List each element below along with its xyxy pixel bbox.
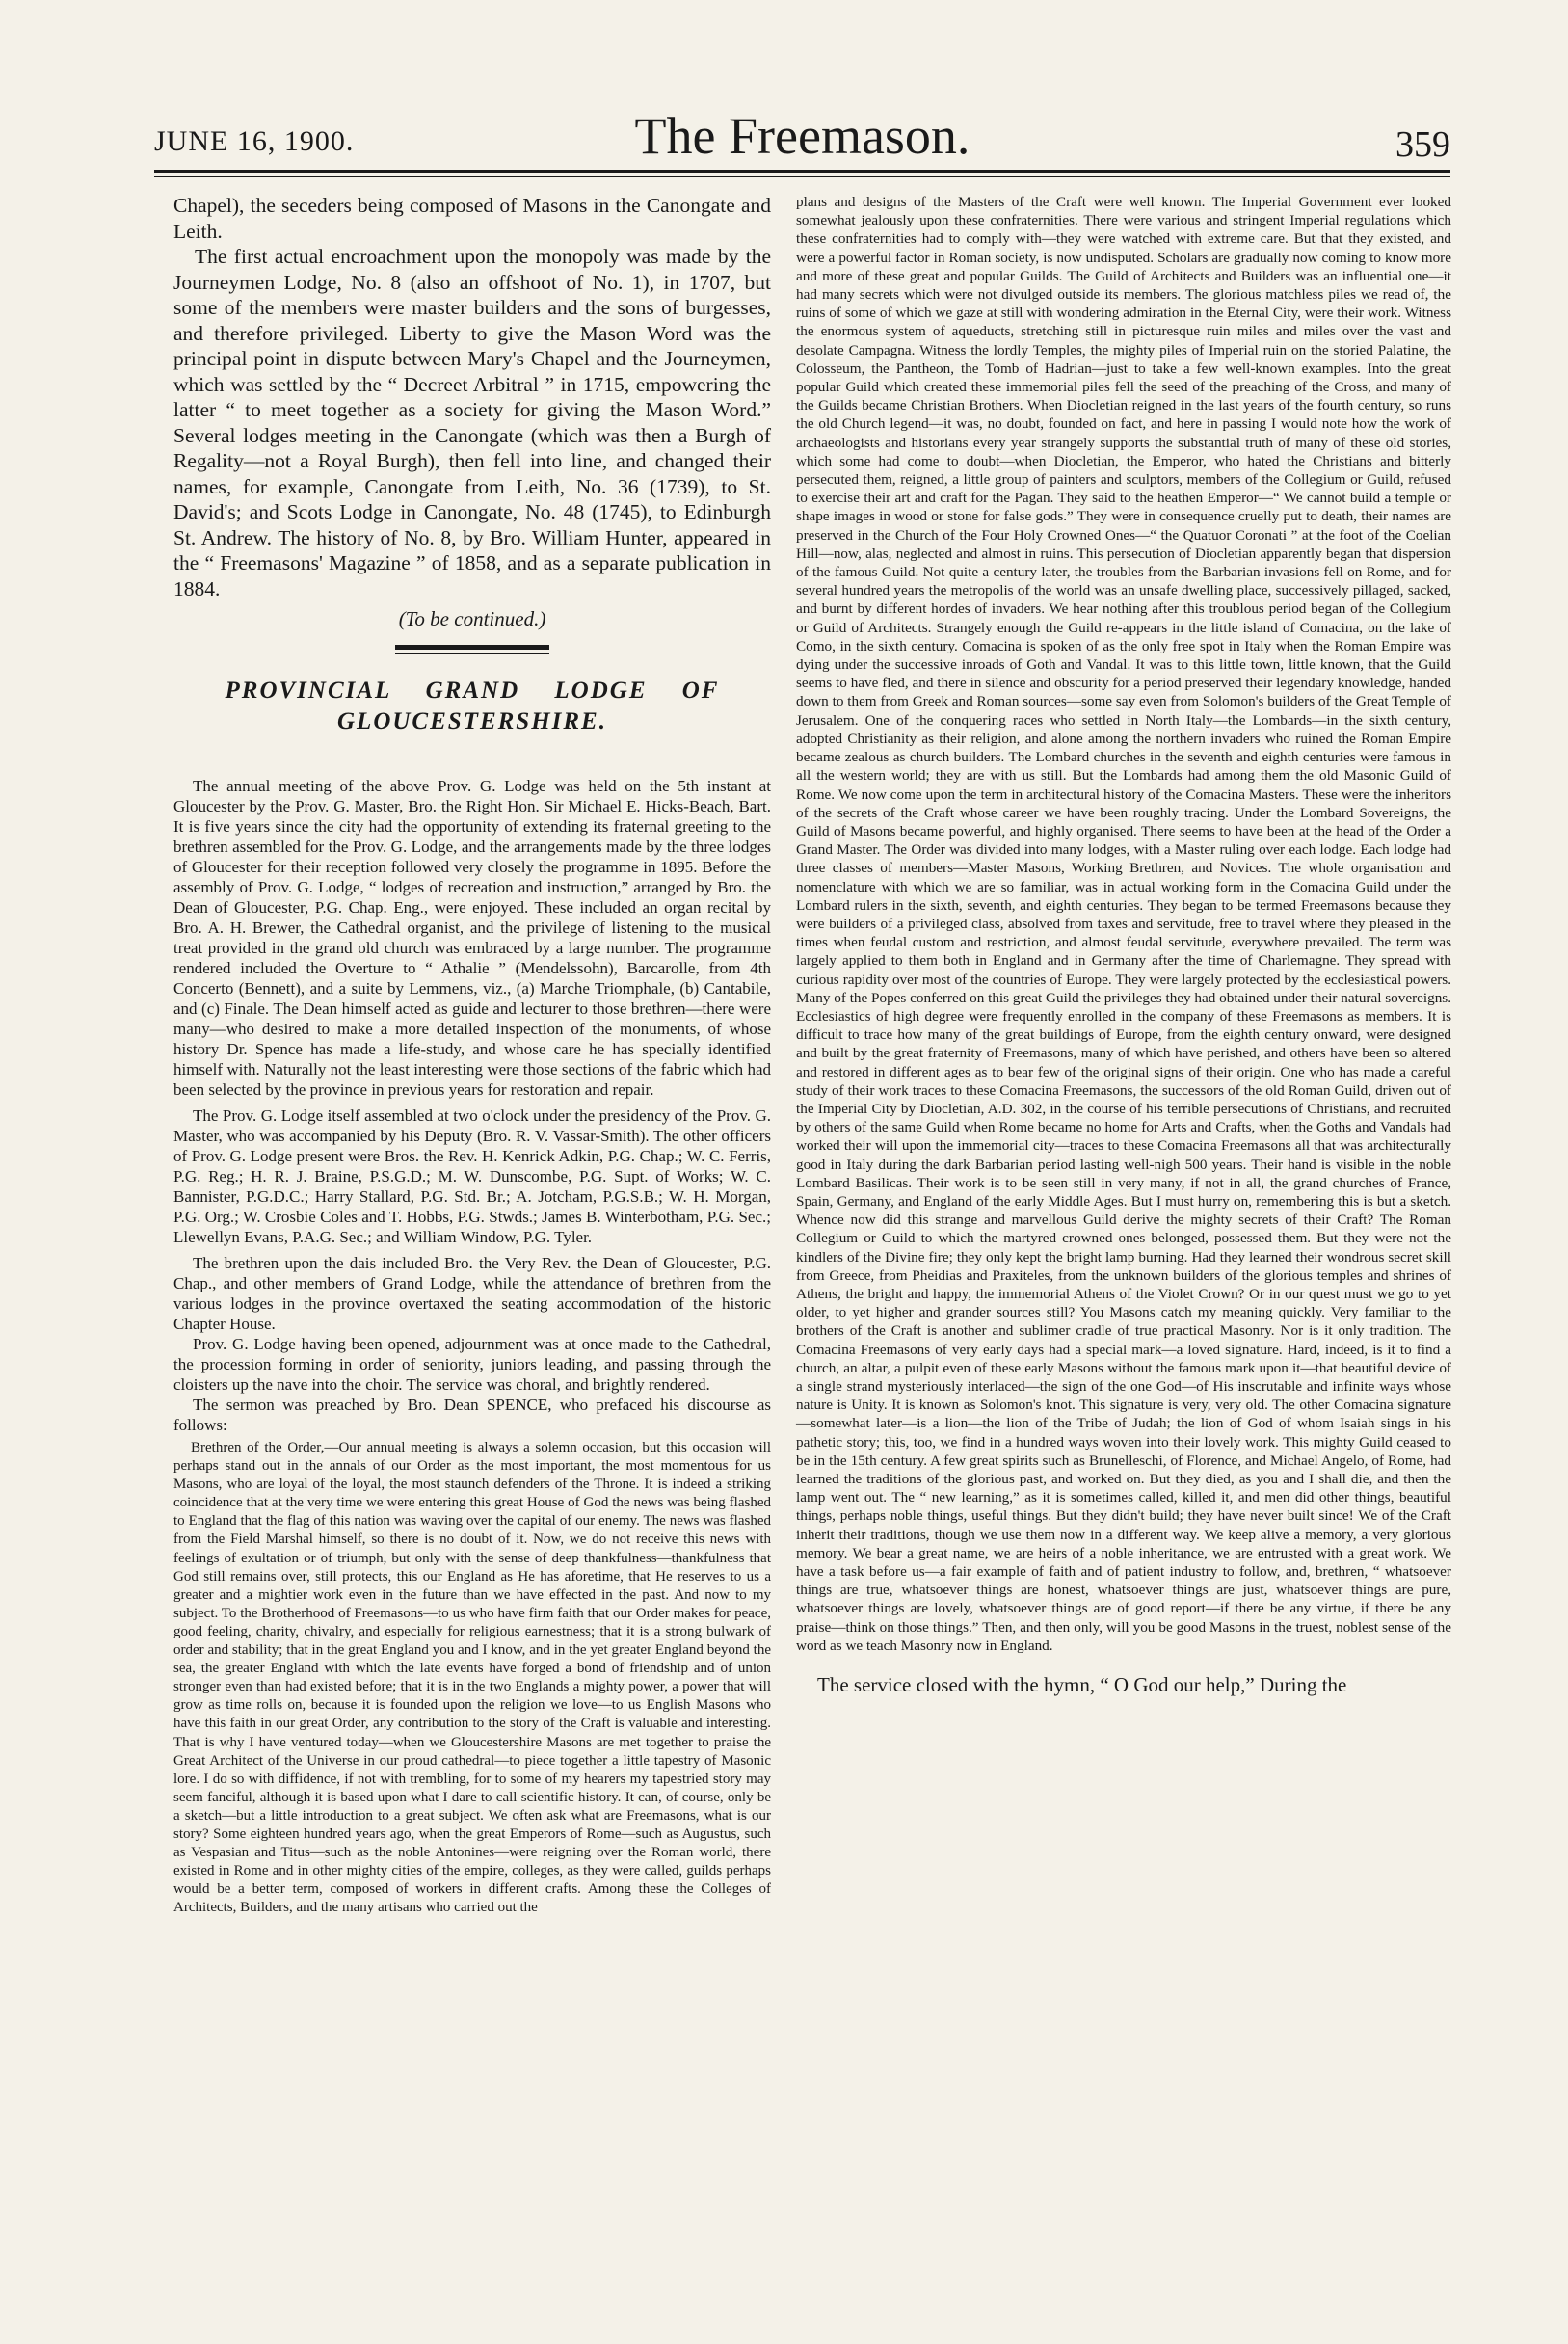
section-rule bbox=[395, 645, 549, 650]
article-report bbox=[173, 776, 771, 1253]
newspaper-title: The Freemason. bbox=[634, 107, 970, 165]
paragraph: The Prov. G. Lodge itself assembled at two o'clock under the presidency of the Prov. G. Master, who was accompanied by his Deputy (Bro. R. V. Vassar-Smith). The other officers of Prov. G. Lodge present were Bros. the Rev. H. Kenrick Adkin, P.G. Chap.; W. C. Ferris, P.G. Reg.; H. R. J. Braine, P.S.G.D.; M. W. Dunscombe, P.G. Supt. of Works; W. C. Bannister, P.G.D.C.; Harry Stallard, P.G. Std. Br.; A. Jotcham, P.G.S.B.; W. H. Morgan, P.G. Org.; W. Crosbie Coles and T. Hobbs, P.G. Stwds.; James B. Winterbotham, P.G. Sec.; Llewellyn Evans, P.A.G. Sec.; and William Window, P.G. Tyler. bbox=[173, 1106, 771, 1246]
issue-date: JUNE 16, 1900. bbox=[154, 125, 355, 157]
masthead bbox=[154, 106, 1450, 202]
article-report-cont bbox=[173, 1253, 771, 1439]
article-continuation bbox=[173, 193, 771, 601]
masthead-rule-thin bbox=[154, 176, 1450, 177]
paragraph: The sermon was preached by Bro. Dean SPENCE, who prefaced his discourse as follows: bbox=[173, 1396, 771, 1434]
article-heading: PROVINCIAL GRAND LODGE OF GLOUCESTERSHIRE. bbox=[225, 678, 720, 734]
right-column bbox=[796, 193, 1451, 1697]
paragraph: Chapel), the seceders being composed of Masons in the Canongate and Leith. bbox=[173, 194, 771, 243]
masthead-rule bbox=[154, 170, 1450, 173]
left-column bbox=[173, 193, 771, 1917]
paragraph: The first actual encroachment upon the monopoly was made by the Journeymen Lodge, No. 8 (also an offshoot of No. 1), in 1707, but some of the members were master builders and the sons of burgesses, and therefore privileged. Liberty to give the Mason Word was the principal point in dispute between Mary's Chapel and the Journeymen, which was settled by the “ Decreet Arbitral ” in 1715, empowering the latter “ to meet together as a society for giving the Mason Word.” Several lodges meeting in the Canongate (which was then a Burgh of Regality—not a Royal Burgh), then fell into line, and changed their names, for example, Canongate from Leith, No. 36 (1739), to St. David's; and Scots Lodge in Canongate, No. 48 (1745), to Edinburgh St. Andrew. The history of No. 8, by Bro. William Hunter, appeared in the “ Freemasons' Magazine ” of 1858, and as a separate publication in 1884. bbox=[173, 245, 771, 600]
paragraph: Prov. G. Lodge having been opened, adjournment was at once made to the Cathedral, the procession forming in order of seniority, juniors leading, and passing through the cloisters up the nave into the choir. The service was choral, and brightly rendered. bbox=[173, 1335, 771, 1394]
paragraph: The annual meeting of the above Prov. G. Lodge was held on the 5th instant at Gloucester by the Prov. G. Master, Bro. the Right Hon. Sir Michael E. Hicks-Beach, Bart. It is five years since the city had the opportunity of extending its fraternal greeting to the brethren assembled for the Prov. G. Lodge, and the arrangements made by the three lodges of Gloucester for their reception followed very closely the programme in 1895. Before the assembly of Prov. G. Lodge, “ lodges of recreation and instruction,” arranged by Bro. the Dean of Gloucester, P.G. Chap. Eng., were enjoyed. These included an organ recital by Bro. A. H. Brewer, the Cathedral organist, and the privilege of listening to the musical treat provided in the grand old church was embraced by a large number. The programme rendered included the Overture to “ Athalie ” (Mendelssohn), Barcarolle, from 4th Concerto (Bennett), and a suite by Lemmens, viz., (a) Marche Triomphale, (b) Cantabile, and (c) Finale. The Dean himself acted as guide and lecturer to those brethren—there were many—who desired to make a more detailed inspection of the monuments, of whose history Dr. Spence has made a life-study, and whose care he has specially identified himself with. Naturally not the least interesting were those sections of the fabric which had been selected by the province in previous years for restoration and repair. bbox=[173, 777, 771, 1099]
paragraph: plans and designs of the Masters of the Craft were well known. The Imperial Government ever looked somewhat jealously upon these confraternities. There were various and stringent Imperial regulations which these confraternities had to comply with—they were watched with extreme care. But that they existed, and were a powerful factor in Roman society, is now undisputed. Scholars are gradually now coming to know more and more of these great and popular Guilds. The Guild of Architects and Builders was an influential one—it had many secrets which were not divulged outside its members. The glorious matchless piles we read of, the ruins of some of which we gaze at still with wondering admiration in the Eternal City, were their work. Witness the enormous system of aqueducts, stretching still in picturesque ruin miles and miles over the vast and desolate Campagna. Witness the lordly Temples, the mighty piles of Imperial ruin on the storied Palatine, the Colosseum, the Pantheon, the Tomb of Hadrian—just to take a few well-known examples. Into the great popular Guild which created these immemorial piles fell the seed of the preaching of the Cross, and many of the Guilds became Christian Brothers. When Diocletian reigned in the last years of the fourth century, so runs the old Church legend—it was, no doubt, founded on fact, and here in passing I would note how the work of archaeologists and historians every year strangely supports the substantial truth of many of these old stories, which some had come to doubt—when Diocletian, the Emperor, who hated the Christians and bitterly persecuted them, reigned, a little group of painters and sculptors, members of the Collegium or Guild, refused to exercise their art and craft for the Pagan. They said to the heathen Emperor—“ We cannot build a temple or shape images in wood or stone for false gods.” They were in consequence cruelly put to death, their names are preserved in the Church of the Four Holy Crowned Ones—“ the Quatuor Coronati ” at the foot of the Coelian Hill—now, alas, neglected and almost in ruins. This persecution of Diocletian apparently began that dispersion of the famous Guild. Not quite a century later, the troubles from the Barbarian invasions fell on Rome, and for several hundred years the metropolis of the world was an unsafe dwelling place, successively pillaged, sacked, and burnt by different hordes of invaders. We hear nothing after this troublous period began of the Collegium or Guild of Architects. Strangely enough the Guild re-appears in the little island of Comacina, on the lake of Como, in the sixth century. Comacina is spoken of as the only free spot in Italy when the Roman Empire was dying under the successive inroads of Goth and Vandal. It was to this little town, little known, that the Guild seems to have fled, and there in silence and obscurity for a period preserved their legendary knowledge, handed down to them from Greek and Roman sources—some say even from Solomon's builders of the Great Temple of Jerusalem. One of the conquering races who settled in North Italy—the Lombards—in the sixth century, adopted Christianity as their religion, and alone among the northern invaders who ruined the Roman Empire became zealous as church builders. The Lombard churches in the seventh and eighth centuries were famous in all the western world; they are with us still. But the Lombards had among them the old Masonic Guild of Rome. We now come upon the term in architectural history of the Comacina Masters. These were the inheritors of the secrets of the Craft whose career we have been roughly tracing. Under the Lombard Sovereigns, the Guild of Masons became powerful, and highly organised. There seems to have been at the head of the Order a Grand Master. The Order was divided into many lodges, with a Master ruling over each lodge. Each lodge had three classes of members—Master Masons, Working Brethren, and Novices. The whole organisation and nomenclature with which we are so familiar, was in actual working form in the Comacina Guild under the Lombard rulers in the sixth, seventh, and eighth centuries. They began to be termed Freemasons because they were builders of a privileged class, absolved from taxes and servitude, free to travel where they pleased in the times when feudal custom and restriction, and almost feudal servitude, everywhere prevailed. The term was largely applied to them both in England and in Germany after the time of Charlemagne. They spread with curious rapidity over most of the countries of Europe. They were largely protected by the ecclesiastical powers. Many of the Popes conferred on this great Guild the privileges they had obtained under their natural sovereigns. Ecclesiastics of high degree were frequently enrolled in the company of these Freemasons as members. It is difficult to trace how many of the great buildings of Europe, from the eighth century onward, were designed and built by the great fraternity of Freemasons, many of which have perished, and others have been so altered and restored in different ages as to bear few of the original signs of their origin. One who has made a careful study of their work traces to these Comacina Freemasons, the successors of the old Roman Guild, driven out of the Imperial City by Diocletian, A.D. 302, in the course of his terrible persecutions of Christians, and recruited by others of the same Guild when Rome became no home for Arts and Crafts, when the Goths and Vandals had worked their will upon the immemorial city—traces to these Comacina Freemasons all that was architecturally good in Italy during the dark Barbarian period lasting well-nigh 500 years. Their hand is visible in the noble Lombard Basilicas. Their work is to be seen still in very many, if not in all, the grand churches of France, Spain, Germany, and England of the early Middle Ages. But I must hurry on, remembering this is but a sketch. Whence now did this strange and marvellous Guild derive the mighty secrets of their Craft? The Roman Collegium or Guild to which the martyred crowned ones belonged, possessed them. But they were not the kindlers of the Divine fire; they only kept the bright lamp burning. Had they learned their wondrous secret skill from Greece, from Pheidias and Praxiteles, from the unknown builders of the glorious temples and shrines of Athens, the bright and happy, the immemorial Athens of the Violet Crown? Or in our quest must we go to yet older, to yet higher and grander sources still? You Masons catch my meaning quickly. Very familiar to the brothers of the Craft is another and sublimer cradle of true practical Masonry. Nor is it only tradition. The Comacina Freemasons of very early days had a special mark—a loved signature. Hard, indeed, is it to find a church, an altar, a pulpit even of these early Masons without the famous mark upon it—that beautiful device of a single strand mysteriously interlaced—the sign of the one God—of His inscrutable and infinite ways whose nature is Unity. It is known as Solomon's knot. This signature is very, very old. The other Comacina signature—somewhat later—is a lion—the lion of the Tribe of Judah; the lion of God of whom Isaiah sings in his pathetic story; this, too, we find in a hundred ways woven into their lovely work. This mighty Guild ceased to be in the 15th century. A few great spirits such as Brunelleschi, of Florence, and Michael Angelo, of Rome, had learned the traditions of the glorious past, and worked on. But they died, as you and I shall die, and then the lamp went out. The “ new learning,” as it is sometimes called, killed it, and men did other things, beautiful things, perhaps noble things, useful things. But they didn't build; they have never built since! We of the Craft inherit their traditions, though we use them now in a different way. We keep alive a memory, a very glorious memory. We bear a great name, we are heirs of a noble inheritance, we are entrusted with a great work. We have a task before us—a fair example of faith and of patient industry to follow, and, brethren, “ whatsoever things are true, whatsoever things are honest, whatsoever things are just, whatsoever things are pure, whatsoever things are lovely, whatsoever things are of good report—if there be any virtue, if there be any praise—think on those things.” Then, and then only, will you be good Masons in the truest, noblest sense of the word as we teach Masonry now in England. bbox=[796, 194, 1451, 1654]
sermon-text bbox=[173, 1439, 771, 1917]
sermon-text-continued bbox=[796, 193, 1451, 1655]
paragraph: The brethren upon the dais included Bro. the Very Rev. the Dean of Gloucester, P.G. Chap., and other members of Grand Lodge, while the attendance of brethren from the various lodges in the province overtaxed the seating accommodation of the historic Chapter House. bbox=[173, 1254, 771, 1333]
page-number: 359 bbox=[1395, 124, 1450, 165]
closing-line: The service closed with the hymn, “ O God our help,” During the bbox=[817, 1673, 1347, 1697]
paragraph: Brethren of the Order,—Our annual meeting is always a solemn occasion, but this occasion will perhaps stand out in the annals of our Order as the most important, the most momentous for us Masons, who are loyal of the loyal, the most staunch defenders of the Throne. It is indeed a striking coincidence that at the very time we were entering this great House of God the news was being flashed to England that the flag of this nation was waving over the capital of our enemy. The news was flashed from the Field Marshal himself, so there is no doubt of it. Now, we do not receive this news with feelings of exultation or of triumph, but only with the sense of deep thankfulness—thankfulness that God still remains over, still protects, this our England as He has aforetime, that He reserves to us a greater and a mightier work even in the future than we have effected in the past. And now to my subject. To the Brotherhood of Freemasons—to us who have firm faith that our Order makes for peace, good feeling, charity, chivalry, and especially for religious earnestness; that it is a strong bulwark of order and stability; that in the great England you and I know, and in the yet greater England beyond the sea, the greater England with which the late events have forged a bond of friendship and of union stronger even than had existed before; that it is in the two Englands a mighty power, a power that will grow as time rolls on, because it is founded upon the religion we love—to us English Masons who have this faith in our great Order, any contribution to the story of the Craft is valuable and interesting. That is why I have ventured today—when we Gloucestershire Masons are met together to praise the Great Architect of the Universe in our proud cathedral—to piece together a little tapestry of Masonic lore. I do so with diffidence, if not with trembling, for to some of my hearers my tapestried story may seem fanciful, although it is based upon what I dare to call scientific history. It can, of course, only be a sketch—but a little introduction to a great subject. We often ask what are Freemasons, what is our story? Some eighteen hundred years ago, when the great Emperors of Rome—such as Augustus, such as Vespasian and Titus—such as the noble Antonines—were reigning over the Roman world, there existed in Rome and in other mighty cities of the empire, colleges, as they were called, guilds perhaps would be a better term, composed of workers in different crafts. Among these the Colleges of Architects, Builders, and the many artisans who carried out the bbox=[173, 1440, 771, 1916]
to-be-continued: (To be continued.) bbox=[398, 607, 546, 630]
section-rule-thin bbox=[395, 653, 549, 654]
